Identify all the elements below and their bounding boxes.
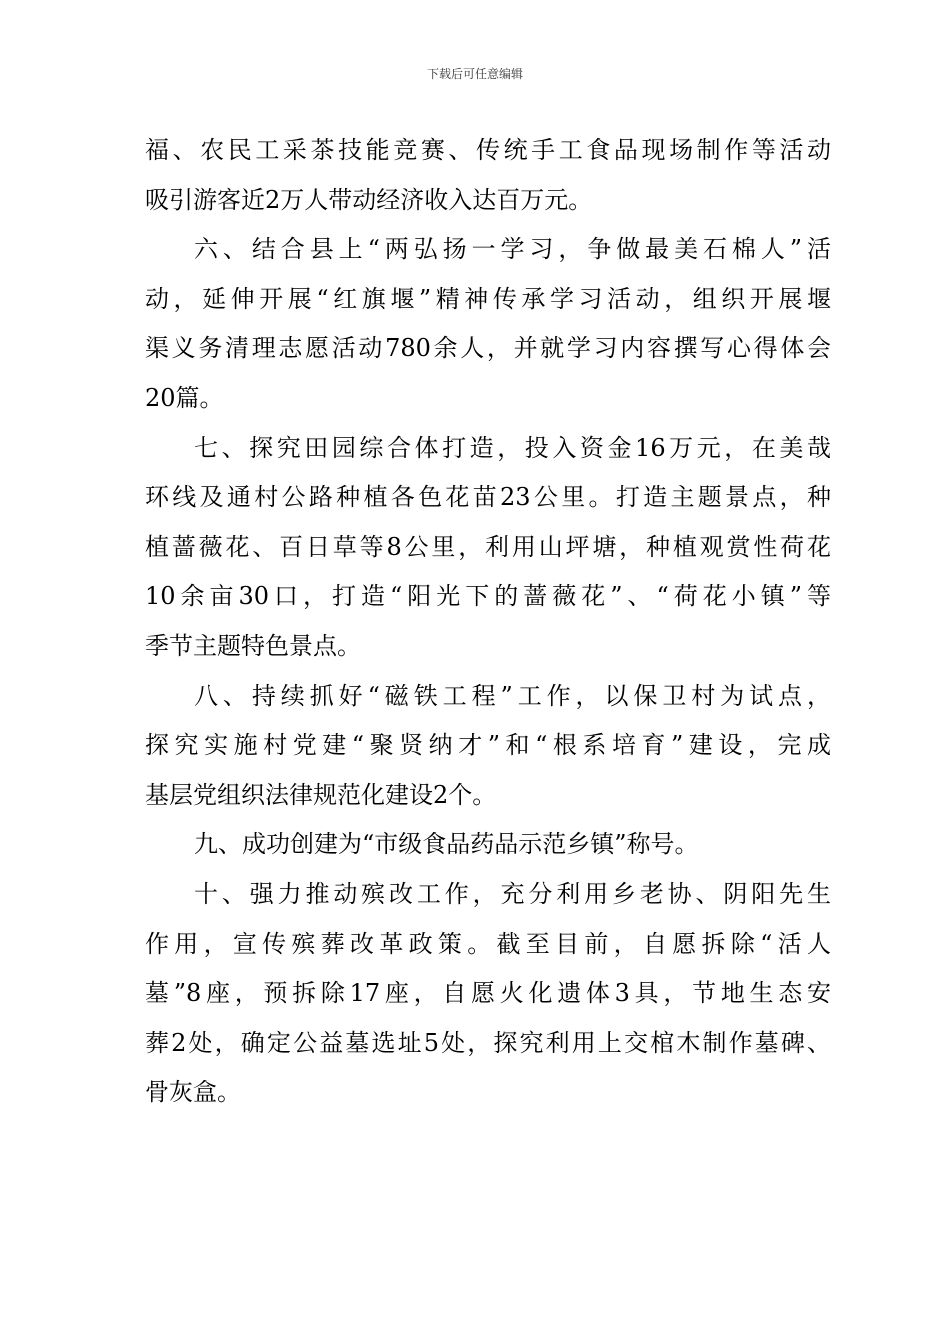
text-line: 九、成功创建为“市级食品药品示范乡镇”称号。: [194, 830, 699, 859]
document-body: [145, 126, 831, 1118]
text-line: 环线及通村公路种植各色花苗23公里。打造主题景点，种: [145, 483, 831, 512]
text-line: 探究实施村党建“聚贤纳才”和“根系培育”建设，完成: [145, 731, 831, 760]
text-line: 骨灰盒。: [145, 1078, 241, 1107]
paragraph: [145, 820, 831, 870]
text-line: 植蔷薇花、百日草等8公里，利用山坪塘，种植观赏性荷花: [145, 532, 831, 561]
paragraph: [145, 870, 831, 1118]
paragraph: [145, 225, 831, 423]
text-line: 动，延伸开展“红旗堰”精神传承学习活动，组织开展堰: [145, 284, 831, 313]
text-line: 福、农民工采茶技能竞赛、传统手工食品现场制作等活动: [145, 136, 831, 164]
text-line: 吸引游客近2万人带动经济收入达百万元。: [145, 185, 593, 214]
text-line: 葬2处，确定公益墓选址5处，探究利用上交棺木制作墓碑、: [145, 1028, 831, 1057]
paragraph: [145, 424, 831, 672]
text-line: 20篇。: [145, 383, 224, 412]
page-header: 下载后可任意编辑: [426, 67, 523, 81]
text-line: 七、探究田园综合体打造，投入资金16万元，在美哉: [194, 433, 831, 462]
text-line: 八、持续抓好“磁铁工程”工作，以保卫村为试点，: [194, 681, 831, 710]
paragraph: [145, 126, 831, 225]
text-line: 六、结合县上“两弘扬一学习，争做最美石棉人”活: [194, 235, 831, 264]
text-line: 十、强力推动殡改工作，充分利用乡老协、阴阳先生: [194, 879, 831, 908]
text-line: 作用，宣传殡葬改革政策。截至目前，自愿拆除“活人: [145, 929, 831, 958]
text-line: 基层党组织法律规范化建设2个。: [145, 780, 497, 809]
text-line: 渠义务清理志愿活动780余人，并就学习内容撰写心得体会: [145, 334, 831, 363]
text-line: 季节主题特色景点。: [145, 631, 361, 660]
text-line: 10余亩30口，打造“阳光下的蔷薇花”、“荷花小镇”等: [145, 582, 831, 611]
text-line: 墓”8座，预拆除17座，自愿火化遗体3具，节地生态安: [145, 979, 831, 1008]
paragraph: [145, 672, 831, 821]
